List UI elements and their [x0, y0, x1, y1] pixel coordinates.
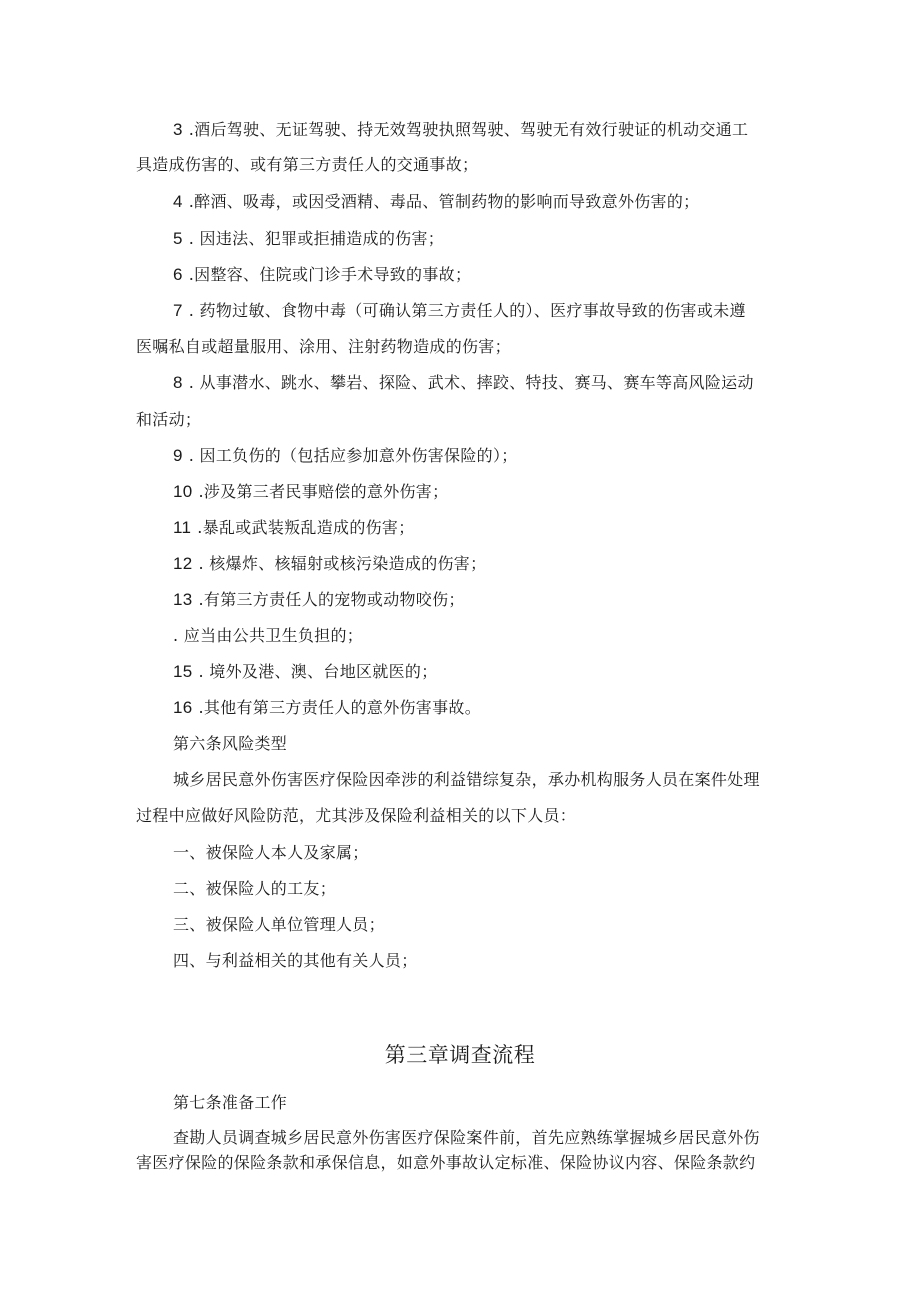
item-text: . 从事潜水、跳水、攀岩、探险、武术、摔跤、特技、赛马、赛车等高风险运动 — [188, 373, 754, 392]
item-number: 11 — [173, 518, 192, 537]
list-item-continuation: 和活动； — [136, 410, 202, 429]
paragraph-line: 害医疗保险的保险条款和承保信息，如意外事故认定标准、保险协议内容、保险条款约 — [136, 1153, 756, 1172]
item-text: . 因违法、犯罪或拒捕造成的伤害； — [188, 229, 445, 248]
list-item — [173, 626, 823, 646]
item-text: .酒后驾驶、无证驾驶、持无效驾驶执照驾驶、驾驶无有效行驶证的机动交通工 — [188, 120, 749, 139]
list-item — [173, 590, 823, 610]
item-number: 5 — [173, 229, 183, 248]
item-number: 6 — [173, 265, 183, 284]
item-number: 4 — [173, 192, 183, 211]
item-text: . 核爆炸、核辐射或核污染造成的伤害； — [198, 554, 487, 573]
item-number: 8 — [173, 373, 183, 392]
item-number: 3 — [173, 120, 183, 139]
list-item: 一、被保险人本人及家属； — [173, 843, 369, 862]
list-item — [173, 446, 823, 466]
item-text: . 应当由公共卫生负担的； — [173, 626, 364, 645]
item-number: 9 — [173, 446, 183, 465]
item-number: 10 — [173, 482, 193, 501]
item-text: .暴乱或武装叛乱造成的伤害； — [197, 518, 415, 537]
list-item — [173, 229, 823, 249]
item-text: .涉及第三者民事赔偿的意外伤害； — [198, 482, 449, 501]
list-item — [173, 518, 823, 538]
item-number: 7 — [173, 301, 183, 320]
list-item — [173, 192, 823, 212]
list-item — [173, 120, 823, 140]
item-text: .其他有第三方责任人的意外伤害事故。 — [198, 698, 482, 717]
list-item-continuation: 具造成伤害的、或有第三方责任人的交通事故； — [136, 155, 479, 174]
list-item: 三、被保险人单位管理人员； — [173, 915, 385, 934]
item-text: . 境外及港、澳、台地区就医的； — [198, 662, 438, 681]
list-item — [173, 554, 823, 574]
item-text: . 药物过敏、食物中毒（可确认第三方责任人的）、医疗事故导致的伤害或未遵 — [188, 301, 746, 320]
list-item — [173, 662, 823, 682]
list-item-continuation: 医嘱私自或超量服用、涂用、注射药物造成的伤害； — [136, 337, 511, 356]
list-item — [173, 301, 823, 321]
item-text: .醉酒、吸毒，或因受酒精、毒品、管制药物的影响而导致意外伤害的； — [188, 192, 700, 211]
item-text: .因整容、住院或门诊手术导致的事故； — [188, 265, 472, 284]
paragraph-line: 过程中应做好风险防范，尤其涉及保险利益相关的以下人员： — [136, 806, 577, 825]
list-item — [173, 373, 823, 393]
paragraph-line: 城乡居民意外伤害医疗保险因牵涉的利益错综复杂，承办机构服务人员在案件处理 — [173, 770, 760, 789]
item-number: 12 — [173, 554, 193, 573]
paragraph-line: 查勘人员调查城乡居民意外伤害医疗保险案件前，首先应熟练掌握城乡居民意外伤 — [173, 1128, 760, 1147]
list-item — [173, 265, 823, 285]
list-item: 四、与利益相关的其他有关人员； — [173, 951, 418, 970]
article-heading: 第六条风险类型 — [173, 734, 288, 753]
chapter-title: 第三章调查流程 — [384, 1043, 536, 1067]
item-text: . 因工负伤的（包括应参加意外伤害保险的）； — [188, 446, 518, 465]
item-number: 16 — [173, 698, 193, 717]
list-item — [173, 698, 823, 718]
item-text: .有第三方责任人的宠物或动物咬伤； — [198, 590, 465, 609]
article-heading: 第七条准备工作 — [173, 1093, 288, 1112]
list-item — [173, 482, 823, 502]
item-number: 13 — [173, 590, 193, 609]
item-number: 15 — [173, 662, 193, 681]
list-item: 二、被保险人的工友； — [173, 879, 337, 898]
